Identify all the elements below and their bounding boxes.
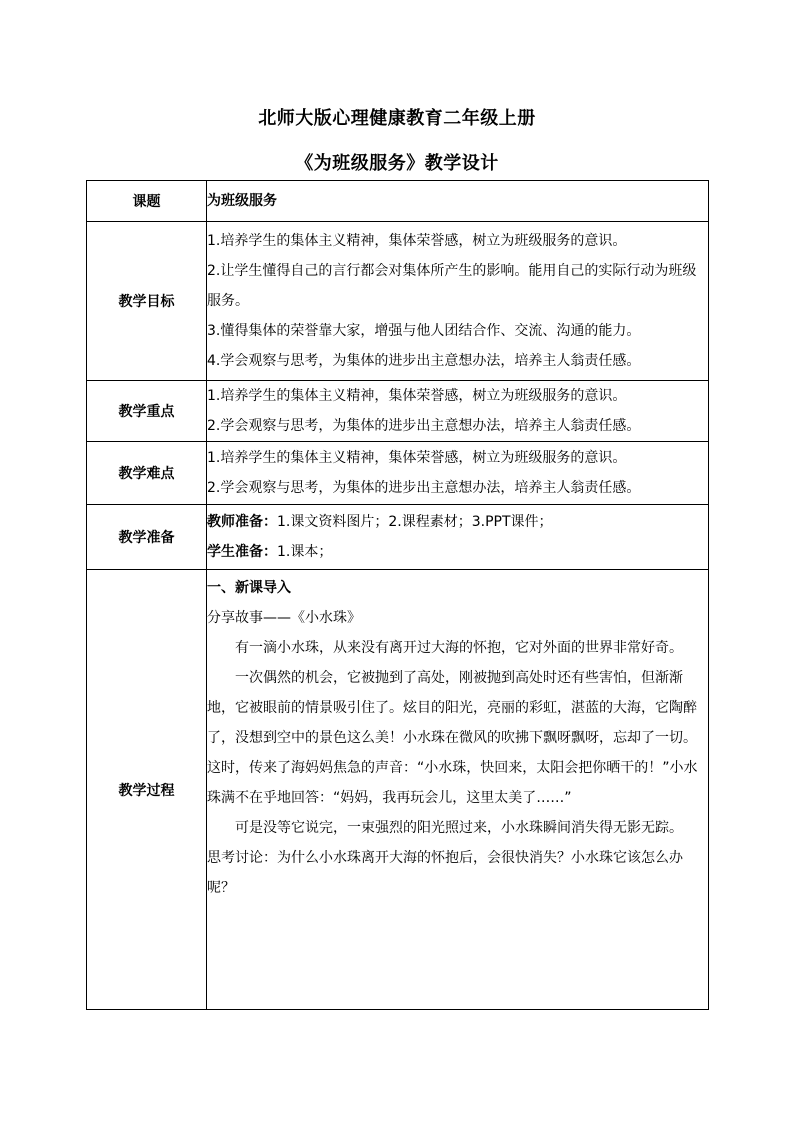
teacher-preparation-value: 1.课文资料图片；2.课程素材；3.PPT课件； (277, 514, 553, 530)
key-points-content (207, 381, 709, 442)
difficulties-content (207, 442, 709, 505)
goal-item: 1.培养学生的集体主义精神，集体荣誉感，树立为班级服务的意识。 (207, 233, 627, 249)
table-row-preparation (87, 505, 709, 570)
difficulty-item: 2.学会观察与思考，为集体的进步出主意想办法，培养主人翁责任感。 (207, 480, 641, 496)
story-paragraph: 有一滴小水珠，从来没有离开过大海的怀抱，它对外面的世界非常好奇。 (235, 640, 683, 656)
student-preparation-label: 学生准备： (207, 544, 277, 560)
discussion-question: 思考讨论：为什么小水珠离开大海的怀抱后，会很快消失？小水珠它该怎么办呢？ (207, 850, 683, 896)
difficulty-item: 1.培养学生的集体主义精神，集体荣誉感，树立为班级服务的意识。 (207, 450, 627, 466)
student-preparation (207, 537, 708, 567)
goals-content (207, 222, 709, 381)
key-points-label: 教学重点 (87, 381, 207, 442)
topic-text: 为班级服务 (207, 193, 277, 209)
goal-item: 2.让学生懂得自己的言行都会对集体所产生的影响。能用自己的实际行动为班级服务。 (207, 263, 697, 309)
topic-value (207, 181, 709, 222)
story-paragraph: 可是没等它说完，一束强烈的阳光照过来，小水珠瞬间消失得无影无踪。 (235, 820, 683, 836)
student-preparation-value: 1.课本； (277, 544, 333, 560)
key-point-item: 2.学会观察与思考，为集体的进步出主意想办法，培养主人翁责任感。 (207, 418, 641, 434)
table-row-topic (87, 181, 709, 222)
process-label: 教学过程 (87, 570, 207, 1010)
document-subtitle: 《为班级服务》教学设计 (295, 153, 499, 174)
goal-item: 4.学会观察与思考，为集体的进步出主意想办法，培养主人翁责任感。 (207, 353, 641, 369)
topic-label: 课题 (87, 181, 207, 222)
table-row-process (87, 570, 709, 1010)
document-title: 北师大版心理健康教育二年级上册 (258, 108, 536, 129)
story-paragraph: 一次偶然的机会，它被抛到了高处，刚被抛到高处时还有些害怕，但渐渐地，它被眼前的情景吸引住了。炫目的阳光，亮丽的彩虹，湛蓝的大海，它陶醉了，没想到空中的景色这么美！小水珠在微风的吹拂下飘呀飘呀，忘却了一切。这时，传来了海妈妈焦急的声音：“小水珠，快回来，太阳会把你晒干的！”小水珠满不在乎地回答：“妈妈，我再玩会儿，这里太美了……” (207, 670, 698, 806)
goal-item: 3.懂得集体的荣誉靠大家，增强与他人团结合作、交流、沟通的能力。 (207, 323, 641, 339)
preparation-label: 教学准备 (87, 505, 207, 570)
goals-label: 教学目标 (87, 222, 207, 381)
process-content (207, 570, 709, 1010)
teacher-preparation-label: 教师准备： (207, 514, 277, 530)
table-row-goals (87, 222, 709, 381)
story-title: 分享故事——《小水珠》 (207, 610, 361, 626)
preparation-content (207, 505, 709, 570)
teacher-preparation (207, 507, 708, 537)
lesson-plan-table (86, 180, 709, 1010)
difficulties-label: 教学难点 (87, 442, 207, 505)
key-point-item: 1.培养学生的集体主义精神，集体荣誉感，树立为班级服务的意识。 (207, 388, 627, 404)
table-row-difficulties (87, 442, 709, 505)
process-section-heading: 一、新课导入 (207, 580, 291, 596)
table-row-key-points (87, 381, 709, 442)
